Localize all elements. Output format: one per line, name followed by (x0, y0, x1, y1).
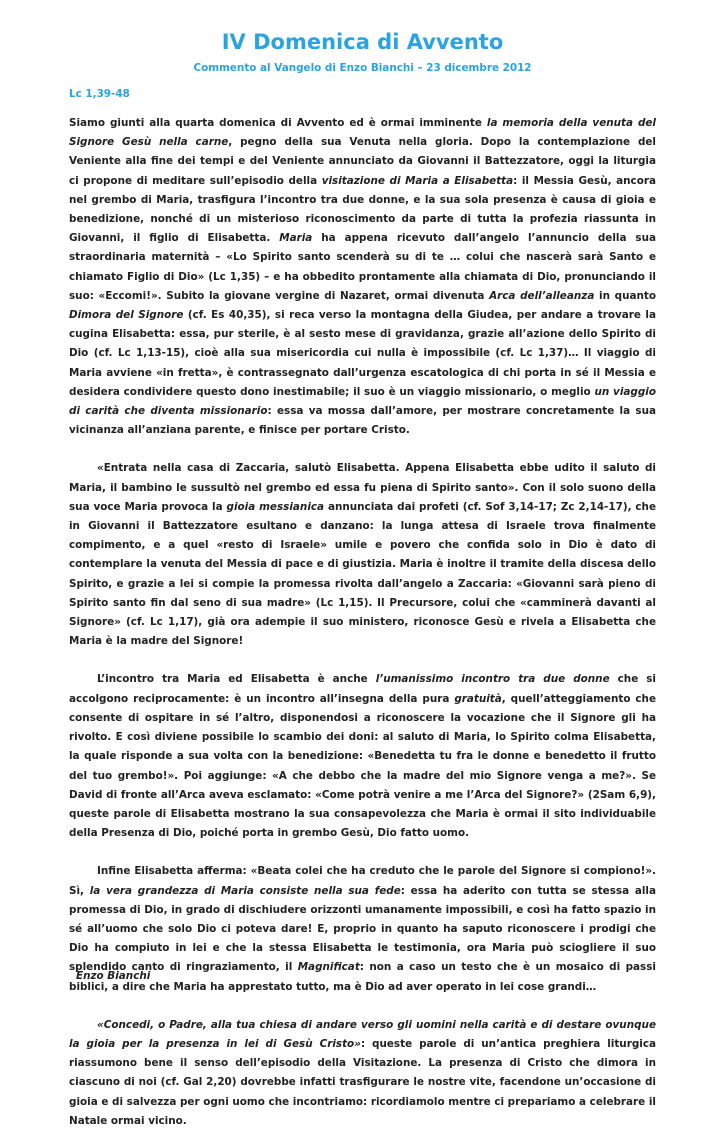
paragraph-1 (69, 114, 656, 440)
p1-emphasis: un viaggio di carità che diventa missionario (69, 385, 656, 418)
p1-emphasis: visitazione di Maria a Elisabetta (321, 174, 514, 187)
document-title: IV Domenica di Avvento (221, 30, 504, 54)
p1-emphasis: Arca dell’alleanza (489, 289, 595, 302)
p4-emphasis: Magnificat (297, 961, 360, 974)
p3-text: , quell’atteggiamento che consente di ospitare in sé l’altro, disponendosi a riconoscere la vocazione che il Signore gli ha rivolto. E così diviene possibile lo scambio dei doni: al saluto di Maria, lo Spirito colma Elisabetta, la quale risponde a sua volta con la benedizione: «Benedetta tu fra le donne e benedetto il frutto del tuo grembo!». Poi aggiunge: «A che debbo che la madre del mio Signore venga a me?». Se David di fronte all’Arca aveva esclamato: «Come potrà venire a me l’Arca del Signore?» (2Sam 6,9), queste parole di Elisabetta mostrano la sua consapevolezza che Maria è ormai il sito individuabile della Presenza di Dio, poiché porta in grembo Gesù, Dio fatto uomo. (69, 692, 656, 840)
paragraph-3 (69, 670, 656, 843)
p1-text: Siamo giunti alla quarta domenica di Avvento ed è ormai imminente (69, 117, 487, 129)
p5-text: : queste parole di un’antica preghiera liturgica riassumono bene il senso dell’episodio della Visitazione. La presenza di Cristo che dimora in ciascuno di noi (cf. Gal 2,20) dovrebbe infatti trasfigurare le nostre vite, facendone un’occasione di gioia e di salvezza per ogni uomo che incontriamo: ricordiamolo mentre ci prepariamo a celebrare il Natale ormai vicino. (69, 1037, 656, 1127)
p1-emphasis: Maria (279, 232, 313, 245)
author-signature: Enzo Bianchi (76, 970, 151, 982)
p1-text: (cf. Es 40,35), si reca verso la montagna della Giudea, per andare a trovare la cugina Elisabetta: essa, pur sterile, è al sesto mese di gravidanza, grazie all’azione dello Spirito di Dio (cf. Lc 1,13-15), cioè alla sua misericordia cui nulla è impossibile (cf. Lc 1,37)… Il viaggio di Maria avviene «in fretta», è contrassegnato dall’urgenza escatologica di chi porta in sé il Messia e desidera condividere questo dono inestimabile; il suo è un viaggio missionario, o meglio (69, 309, 656, 398)
p1-text: : il Messia Gesù, ancora nel grembo di Maria, trasfigura l’incontro tra due donne, e la sua sola presenza è causa di gioia e benedizione, nonché di un misterioso riconoscimento da parte di tutta la profezia riassunta in Giovanni, il figlio di Elisabetta. (69, 174, 656, 245)
paragraph-4 (69, 862, 656, 996)
p2-text: «Entrata nella casa di Zaccaria, salutò Elisabetta. Appena Elisabetta ebbe udito il saluto di Maria, il bambino le sussultò nel grembo ed essa fu piena di Spirito santo». Con il solo suono della sua voce Maria provoca la (69, 462, 656, 513)
p1-emphasis: Dimora del Signore (69, 309, 184, 322)
p1-text: : essa va mossa dall’amore, per mostrare concretamente la sua vicinanza all’anziana parente, e finisce per portare Cristo. (69, 405, 656, 437)
paragraph-2 (69, 459, 656, 651)
p5-emphasis: «Concedi, o Padre, alla tua chiesa di andare verso gli uomini nella carità e di destare ovunque la gioia per la presenza in lei di Gesù Cristo» (69, 1018, 656, 1050)
p2-emphasis: gioia messianica (226, 500, 325, 513)
p3-emphasis: l’umanissimo incontro tra due donne (375, 673, 610, 686)
p3-emphasis: gratuità (454, 692, 502, 705)
document-subtitle: Commento al Vangelo di Enzo Bianchi – 23 dicembre 2012 (193, 62, 532, 74)
p4-emphasis: la vera grandezza di Maria consiste nella sua fede (89, 884, 401, 897)
p4-text: : essa ha aderito con tutta se stessa alla promessa di Dio, in grado di dischiudere orizzonti umanamente impossibili, e così ha fatto spazio in sé all’uomo che solo Dio ci poteva dare! E, proprio in quanto ha saputo riconoscere i prodigi che Dio ha compiuto in lei e che la stessa Elisabetta le testimonia, ora Maria può sciogliere il suo splendido canto di ringraziamento, il (69, 884, 656, 974)
paragraph-5 (69, 1016, 656, 1131)
p3-text: che si accolgono reciprocamente: è un incontro all’insegna della pura (69, 673, 656, 705)
p4-text: Infine Elisabetta afferma: «Beata colei che ha creduto che le parole del Signore si compiono!». Sì, (69, 865, 656, 897)
p1-emphasis: la memoria della venuta del Signore Gesù nella carne (69, 117, 656, 149)
article-body (69, 114, 656, 1131)
p1-text: , pegno della sua Venuta nella gloria. Dopo la contemplazione del Veniente alla fine dei tempi e del Veniente annunciato da Giovanni il Battezzatore, oggi la liturgia ci propone di meditare sull’episodio della (69, 136, 656, 187)
p3-text: L’incontro tra Maria ed Elisabetta è anche (97, 673, 376, 686)
p1-text: ha appena ricevuto dall’angelo l’annuncio della sua straordinaria maternità – «Lo Spirito santo scenderà su di te … colui che nascerà sarà Santo e chiamato Figlio di Dio» (Lc 1,35) – e ha obbedito prontamente alla chiamata di Dio, pronunciando il suo: «Eccomi!». Subito la giovane vergine di Nazaret, ormai divenuta (69, 232, 656, 302)
p2-text: annunciata dai profeti (cf. Sof 3,14-17; Zc 2,14-17), che in Giovanni il Battezzatore esultano e danzano: la lunga attesa di Israele trova finalmente compimento, e a quel «resto di Israele» umile e povero che confida solo in Dio è dato di contemplare la venuta del Messia di pace e di giustizia. Maria è inoltre il tramite della discesa dello Spirito, e grazie a lei si compie la promessa rivolta dall’angelo a Zaccaria: «Giovanni sarà pieno di Spirito santo fin dal seno di sua madre» (Lc 1,15). Il Precursore, colui che «camminerà davanti al Signore» (cf. Lc 1,17), già ora adempie il suo ministero, riconosce Gesù e rivela a Elisabetta che Maria è la madre del Signore! (69, 500, 656, 648)
gospel-reference: Lc 1,39-48 (69, 88, 130, 100)
p1-text: in quanto (594, 289, 656, 302)
p4-text: : non a caso un testo che è un mosaico di passi biblici, a dire che Maria ha apprestato tutto, ma è Dio ad aver operato in lei cose grandi… (69, 961, 656, 993)
